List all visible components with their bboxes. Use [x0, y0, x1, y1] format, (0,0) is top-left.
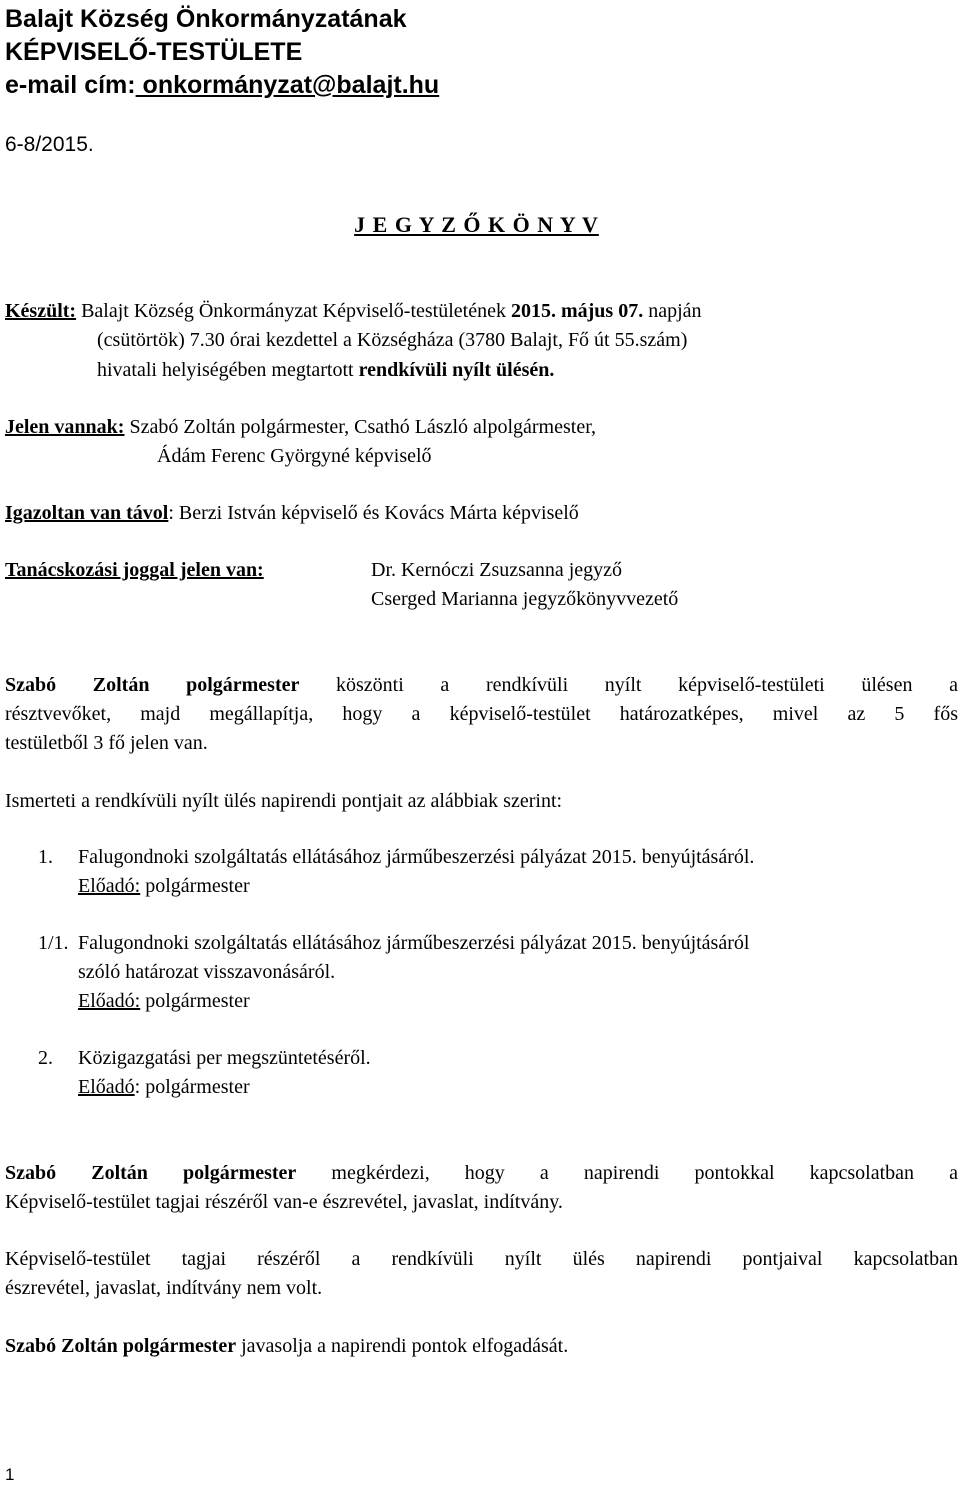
page-number: 1	[5, 1465, 15, 1484]
document-title	[0, 210, 953, 239]
agenda-item-2-presenter	[78, 1073, 250, 1102]
advisory-label: Tanácskozási joggal jelen van:	[5, 559, 264, 581]
question-speaker: Szabó Zoltán polgármester	[5, 1162, 297, 1184]
question-text: megkérdezi, hogy a napirendi pontokkal kapcsolatban a	[296, 1162, 958, 1184]
agenda-item-1-number: 1.	[38, 846, 53, 868]
made-date: 2015. május 07.	[510, 300, 644, 322]
paragraph-no-remarks	[5, 1245, 958, 1303]
presenter-value: polgármester	[140, 990, 250, 1012]
welcome-line-3: testületből 3 fő jelen van.	[5, 732, 208, 754]
no-remarks-line-2: észrevétel, javaslat, indítvány nem volt.	[5, 1277, 323, 1299]
advisory-line-1: Dr. Kernóczi Zsuzsanna jegyző	[371, 559, 623, 581]
presenter-value: : polgármester	[134, 1076, 250, 1098]
made-line-1	[5, 297, 702, 326]
absent-names: : Berzi István képviselő és Kovács Márta képviselő	[168, 502, 579, 524]
absent-line	[5, 499, 579, 528]
agenda-item-1-1-number: 1/1.	[38, 932, 69, 954]
welcome-line-2: résztvevőket, majd megállapítja, hogy a képviselő-testület határozatképes, mivel az 5 fős	[5, 703, 958, 725]
welcome-speaker: Szabó Zoltán polgármester	[5, 674, 300, 696]
header-municipality: Balajt Község Önkormányzatának	[5, 5, 407, 33]
presenter-label: Előadó:	[78, 990, 141, 1012]
agenda-item-1-text: Falugondnoki szolgáltatás ellátásához járműbeszerzési pályázat 2015. benyújtásáról.	[78, 846, 755, 868]
made-line-3	[97, 356, 554, 385]
paragraph-proposal	[5, 1332, 568, 1361]
absent-label: Igazoltan van távol	[5, 502, 169, 524]
header-email	[5, 69, 439, 102]
present-names: Szabó Zoltán polgármester, Csathó László alpolgármester,	[124, 416, 597, 438]
present-line-2: Ádám Ferenc Györgyné képviselő	[157, 445, 432, 467]
made-l3-text: hivatali helyiségében megtartott	[97, 359, 359, 381]
agenda-item-1-1-line-1: Falugondnoki szolgáltatás ellátásához járműbeszerzési pályázat 2015. benyújtásáról	[78, 932, 750, 954]
advisory-line-2: Cserged Marianna jegyzőkönyvvezető	[371, 588, 679, 610]
email-label: e-mail cím:	[5, 71, 136, 99]
present-line-1	[5, 413, 596, 442]
made-l3-bold: rendkívüli nyílt ülésén.	[358, 359, 555, 381]
email-link[interactable]: onkormányzat@balajt.hu	[135, 71, 440, 99]
agenda-item-1-1-line-2: szóló határozat visszavonásáról.	[78, 961, 336, 983]
agenda-item-1-presenter	[78, 872, 250, 901]
no-remarks-line-1: Képviselő-testület tagjai részéről a rendkívüli nyílt ülés napirendi pontjaival kapcsolatban	[5, 1248, 958, 1270]
welcome-line-1	[5, 671, 958, 700]
welcome-text: köszönti a rendkívüli nyílt képviselő-testületi ülésen a	[299, 674, 958, 696]
agenda-item-2-number: 2.	[38, 1047, 53, 1069]
header-body: KÉPVISELŐ-TESTÜLETE	[5, 38, 303, 66]
agenda-intro: Ismerteti a rendkívüli nyílt ülés napirendi pontjait az alábbiak szerint:	[5, 790, 563, 812]
presenter-label: Előadó	[78, 1076, 135, 1098]
paragraph-welcome	[5, 671, 958, 758]
made-end: napján	[643, 300, 702, 322]
made-text: Balajt Község Önkormányzat Képviselő-testületének	[76, 300, 511, 322]
made-label: Készült:	[5, 300, 77, 322]
header-block	[5, 3, 439, 102]
proposal-speaker: Szabó Zoltán polgármester	[5, 1335, 237, 1357]
title-text: J E G Y Z Ő K Ö N Y V	[354, 212, 599, 237]
proposal-text: javasolja a napirendi pontok elfogadását.	[236, 1335, 569, 1357]
question-line-2: Képviselő-testület tagjai részéről van-e észrevétel, javaslat, indítvány.	[5, 1191, 563, 1213]
agenda-item-2-text: Közigazgatási per megszüntetéséről.	[78, 1047, 371, 1069]
presenter-value: polgármester	[140, 875, 250, 897]
present-label: Jelen vannak:	[5, 416, 125, 438]
presenter-label: Előadó:	[78, 875, 141, 897]
document-number: 6-8/2015.	[5, 133, 94, 156]
agenda-item-1-1-presenter	[78, 987, 250, 1016]
made-line-2: (csütörtök) 7.30 órai kezdettel a Községháza (3780 Balajt, Fő út 55.szám)	[97, 329, 688, 351]
paragraph-question	[5, 1159, 958, 1217]
question-line-1	[5, 1159, 958, 1188]
